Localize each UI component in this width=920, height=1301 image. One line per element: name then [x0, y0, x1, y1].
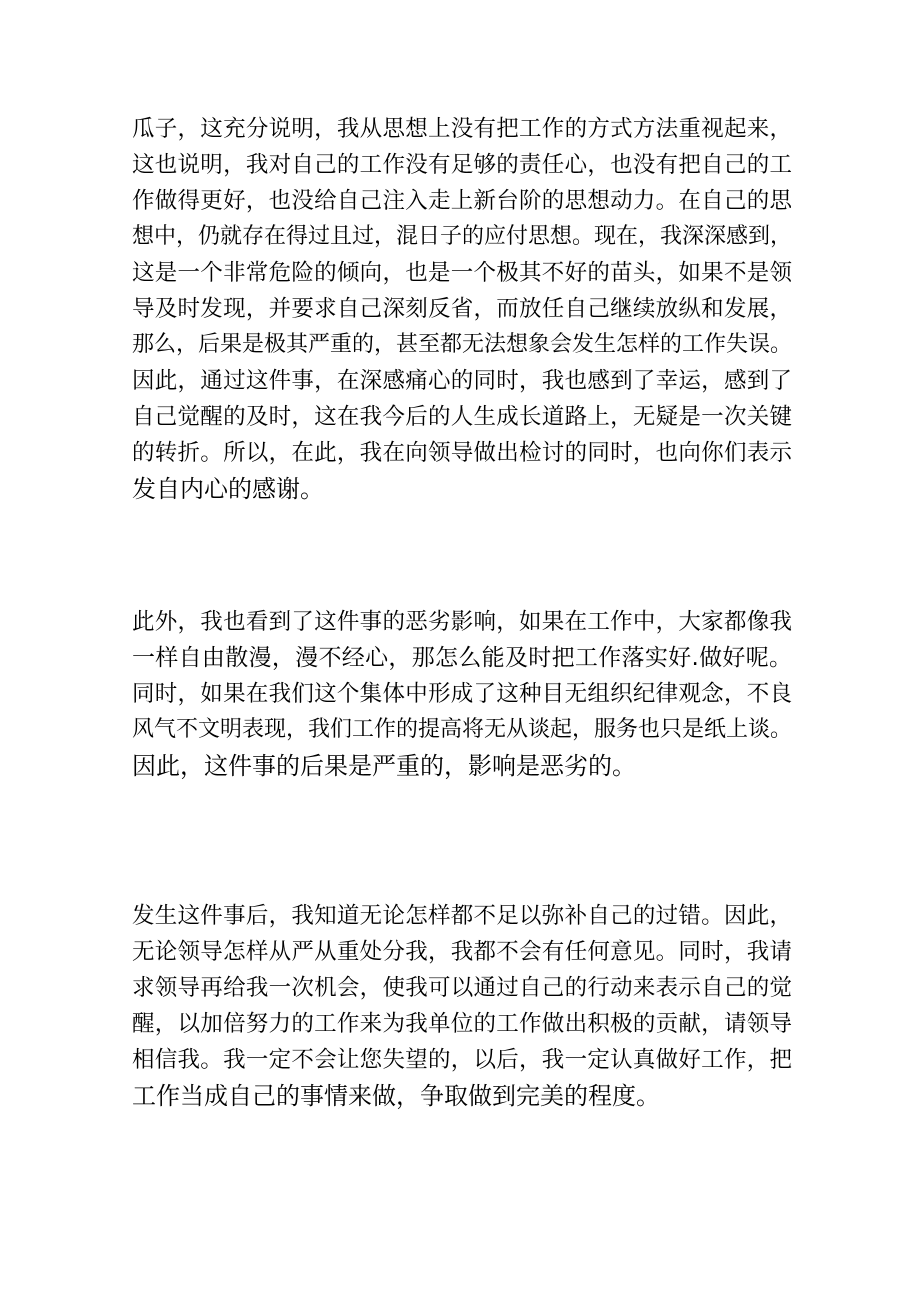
paragraph-line: 因此，这件事的后果是严重的，影响是恶劣的。: [132, 752, 636, 780]
paragraph-line: 导及时发现，并要求自己深刻反省，而放任自己继续放纵和发展，: [132, 296, 792, 322]
paragraph-line: 同时，如果在我们这个集体中形成了这种目无组织纪律观念，不良: [132, 681, 792, 707]
paragraph-line: 发自内心的感谢。: [132, 475, 324, 503]
paragraph-line: 作做得更好，也没给自己注入走上新台阶的思想动力。在自己的思: [132, 188, 792, 214]
paragraph-line: 风气不文明表现，我们工作的提高将无从谈起，服务也只是纸上谈。: [132, 717, 793, 742]
paragraph-line: 无论领导怎样从严从重处分我，我都不会有任何意见。同时，我请: [132, 939, 792, 965]
paragraph-line: 因此，通过这件事，在深感痛心的同时，我也感到了幸运，感到了: [132, 368, 792, 394]
paragraph-line: 这是一个非常危险的倾向，也是一个极其不好的苗头，如果不是领: [132, 260, 792, 286]
paragraph-line: 一样自由散漫，漫不经心，那怎么能及时把工作落实好.做好呢。: [132, 645, 792, 671]
paragraph-line: 瓜子，这充分说明，我从思想上没有把工作的方式方法重视起来，: [132, 116, 792, 142]
paragraph-line: 求领导再给我一次机会，使我可以通过自己的行动来表示自己的觉: [132, 975, 792, 1001]
paragraph-3: [132, 898, 792, 1114]
paragraph-line: 那么，后果是极其严重的，甚至都无法想象会发生怎样的工作失误。: [132, 332, 793, 357]
paragraph-line: 工作当成自己的事情来做，争取做到完美的程度。: [132, 1082, 660, 1110]
paragraph-line: 这也说明，我对自己的工作没有足够的责任心，也没有把自己的工: [132, 152, 792, 178]
paragraph-line: 发生这件事后，我知道无论怎样都不足以弥补自己的过错。因此，: [132, 903, 792, 929]
paragraph-1: [132, 111, 792, 507]
paragraph-line: 想中，仍就存在得过且过，混日子的应付思想。现在，我深深感到，: [132, 224, 793, 249]
paragraph-line: 此外，我也看到了这件事的恶劣影响，如果在工作中，大家都像我: [132, 609, 792, 635]
paragraph-line: 的转折。所以，在此，我在向领导做出检讨的同时，也向你们表示: [132, 440, 792, 466]
paragraph-2: [132, 604, 792, 784]
paragraph-line: 自己觉醒的及时，这在我今后的人生成长道路上，无疑是一次关键: [132, 404, 792, 430]
paragraph-line: 醒，以加倍努力的工作来为我单位的工作做出积极的贡献，请领导: [132, 1011, 792, 1037]
paragraph-line: 相信我。我一定不会让您失望的，以后，我一定认真做好工作，把: [132, 1047, 792, 1073]
